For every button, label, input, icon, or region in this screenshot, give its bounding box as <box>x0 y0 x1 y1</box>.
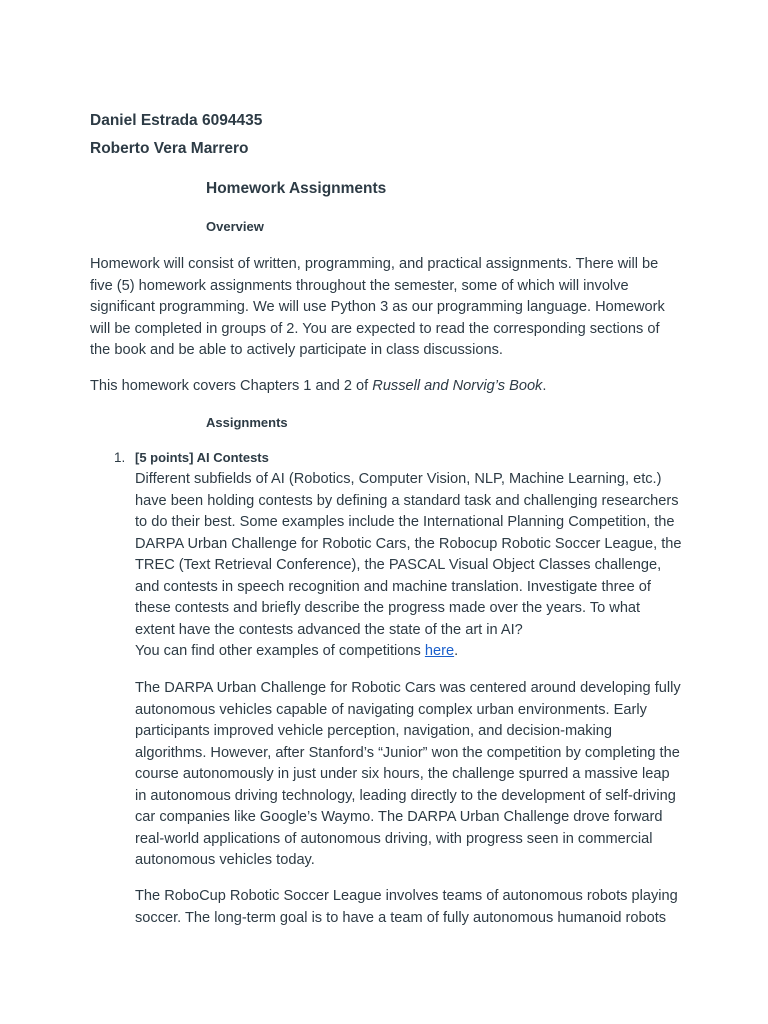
assignment-description: Different subfields of AI (Robotics, Computer Vision, NLP, Machine Learning, etc.) have been holding contests by defining a standard task and challenging researchers to do their best. Some examples include the International Planning Competition, the DARPA Urban Challenge for Robotic Cars, the Robocup Robotic Soccer League, the TREC (Text Retrieval Conference), the PASCAL Visual Object Classes challenge, and contests in speech recognition and machine translation. Investigate three of these contests and briefly describe the progress made over the years. To what extent have the contests advanced the state of the art in AI? <box>135 471 682 638</box>
answer-paragraph-robocup: The RoboCup Robotic Soccer League involves teams of autonomous robots playing soccer. The long-term goal is to have a team of fully autonomous humanoid robots <box>135 888 678 926</box>
competitions-line <box>135 641 683 663</box>
author-name-1: Daniel Estrada 6094435 <box>90 112 263 129</box>
book-title: Russell and Norvig’s Book <box>372 378 543 394</box>
competitions-prefix: You can find other examples of competitions <box>135 643 425 659</box>
coverage-suffix: . <box>542 378 547 394</box>
competitions-suffix: . <box>454 643 459 659</box>
answer-paragraph-darpa: The DARPA Urban Challenge for Robotic Cars was centered around developing fully autonomous vehicles capable of navigating complex urban environments. Early participants improved vehicle perception, navigation, and decision-making algorithms. However, after Stanford’s “Junior” won the competition by completing the course autonomously in just under six hours, the challenge spurred a massive leap in autonomous driving technology, leading directly to the development of self-driving car companies like Google’s Waymo. The DARPA Urban Challenge drove forward real-world applications of autonomous driving, with progress seen in commercial autonomous vehicles today. <box>135 680 681 868</box>
assignment-title: [5 points] AI Contests <box>135 450 269 465</box>
author-name-2: Roberto Vera Marrero <box>90 140 249 157</box>
coverage-prefix: This homework covers Chapters 1 and 2 of <box>90 378 373 394</box>
page-title: Homework Assignments <box>206 180 387 197</box>
competitions-link[interactable]: here <box>424 643 455 659</box>
list-item-number: 1. <box>114 450 126 465</box>
assignments-heading: Assignments <box>206 415 288 430</box>
overview-heading: Overview <box>206 219 264 234</box>
coverage-paragraph <box>90 376 680 398</box>
overview-paragraph: Homework will consist of written, programming, and practical assignments. There will be five (5) homework assignments throughout the semester, some of which will involve significant programming. We will use Python 3 as our programming language. Homework will be completed in groups of 2. You are expected to read the corresponding sections of the book and be able to actively participate in class discussions. <box>90 256 665 358</box>
